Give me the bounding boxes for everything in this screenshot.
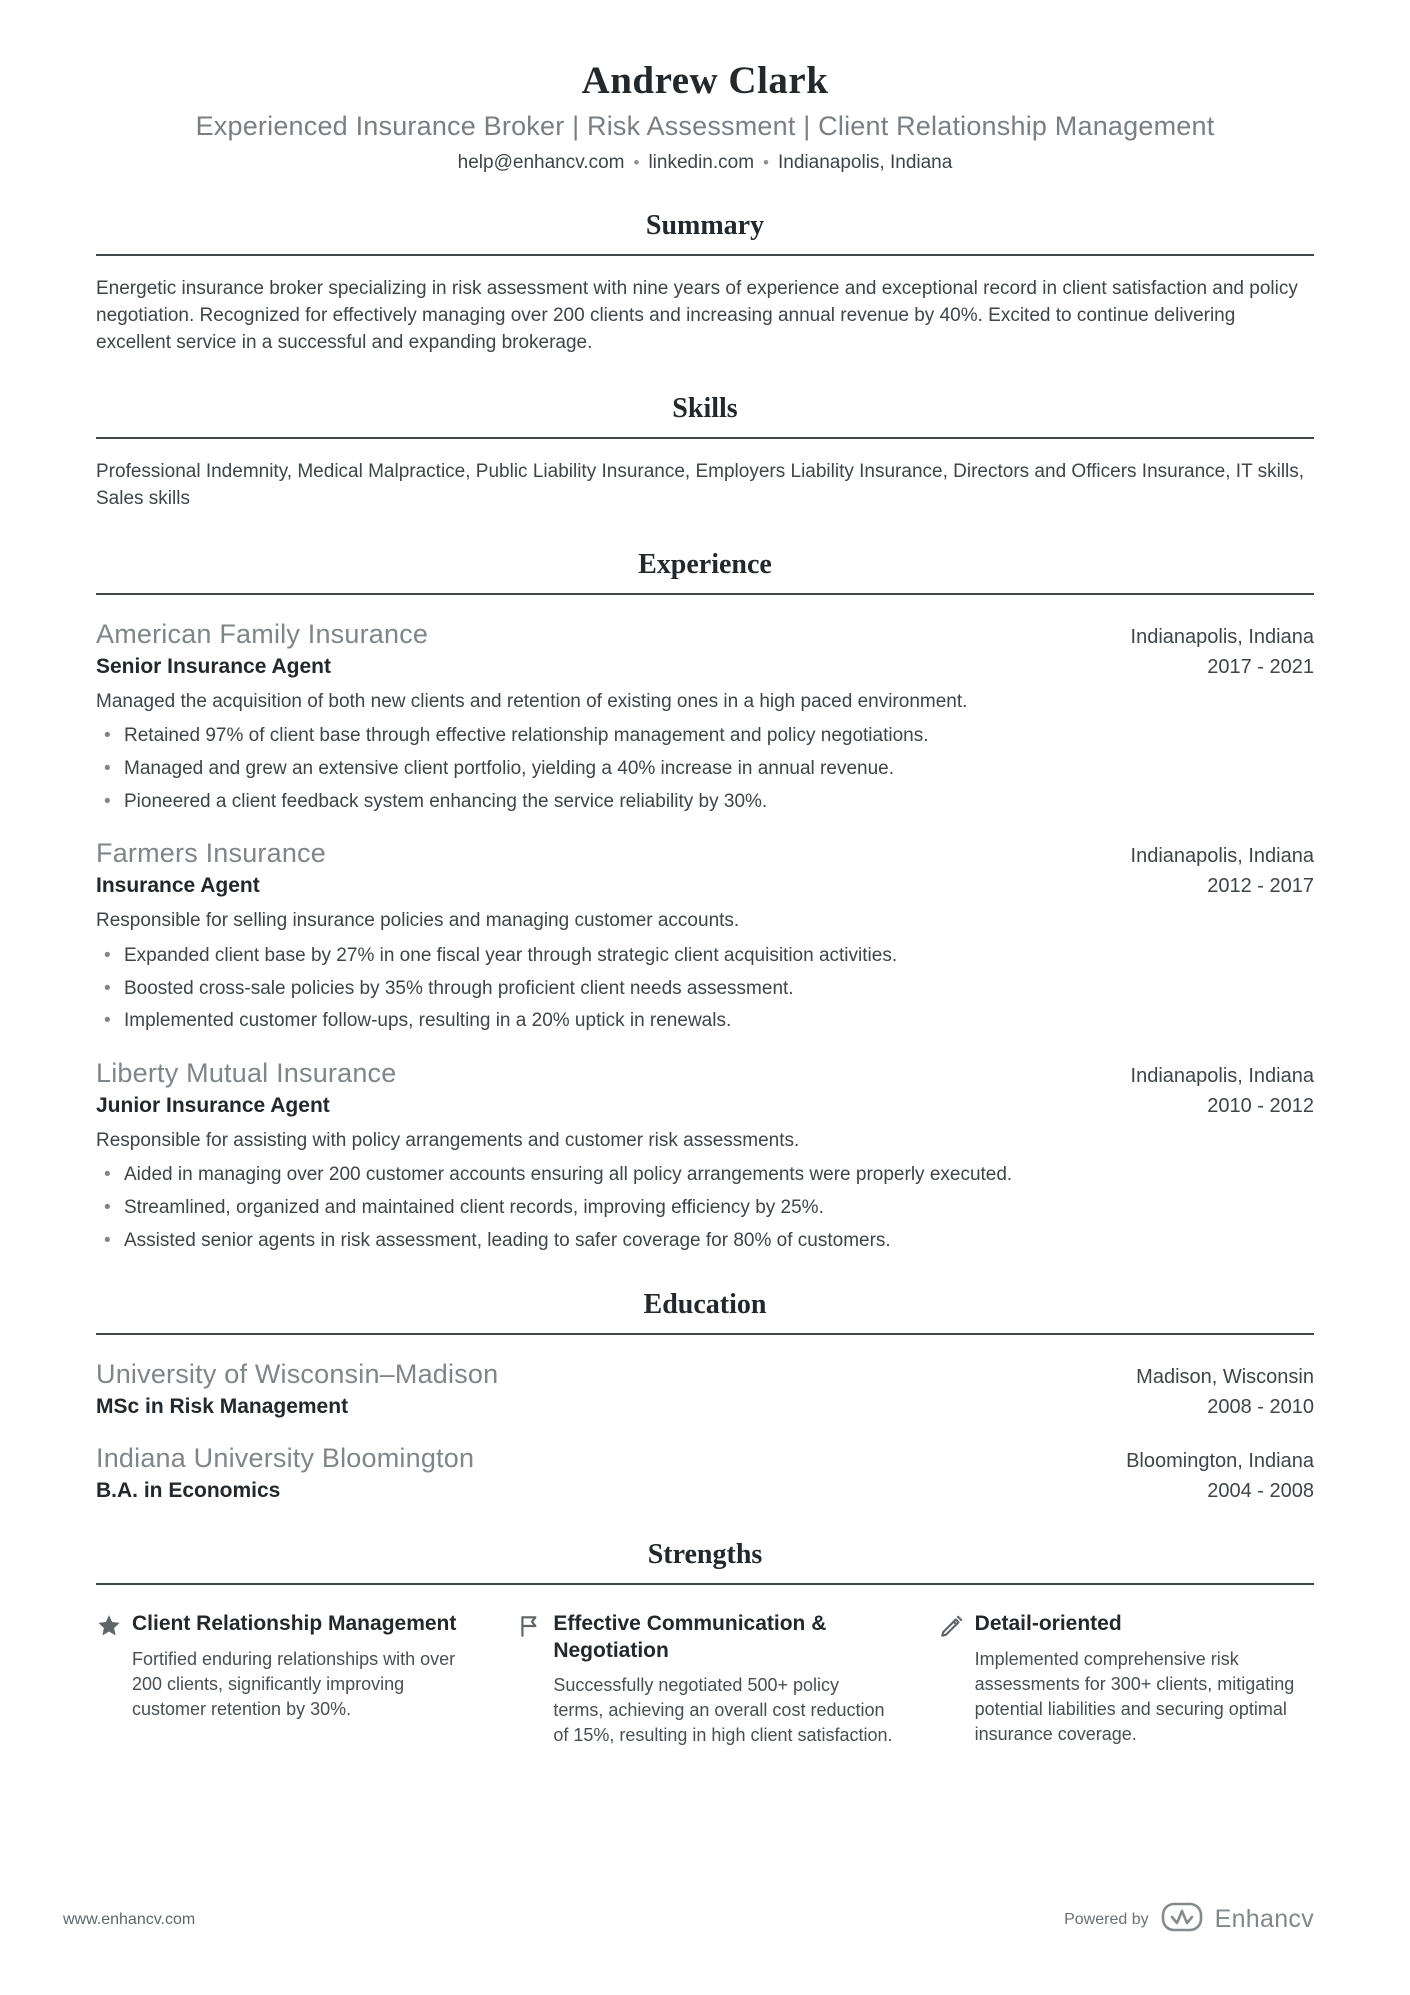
job-title: Insurance Agent xyxy=(96,874,260,898)
job-dates: 2012 - 2017 xyxy=(1207,875,1314,898)
job-bullets xyxy=(96,1162,1314,1253)
company-name: Liberty Mutual Insurance xyxy=(96,1057,397,1088)
strength-item xyxy=(517,1611,892,1748)
company-location: Indianapolis, Indiana xyxy=(1130,1064,1314,1087)
strength-body xyxy=(132,1611,471,1722)
footer-branding xyxy=(1064,1902,1314,1937)
skills-title: Skills xyxy=(672,392,738,424)
experience-entry xyxy=(96,838,1314,1034)
degree-name: B.A. in Economics xyxy=(96,1479,281,1503)
experience-section xyxy=(96,549,1314,1254)
education-entry-subheader xyxy=(96,1474,1314,1503)
job-bullet: • Streamlined, organized and maintained client records, improving efficiency by 25%. xyxy=(96,1195,1314,1221)
experience-entry-subheader xyxy=(96,650,1314,679)
candidate-tagline: Experienced Insurance Broker | Risk Assessment | Client Relationship Management xyxy=(195,111,1215,141)
job-bullets xyxy=(96,723,1314,814)
job-bullet: • Pioneered a client feedback system enhancing the service reliability by 30%. xyxy=(96,789,1314,815)
strength-title: Detail-oriented xyxy=(974,1612,1122,1636)
education-title: Education xyxy=(643,1289,767,1321)
strength-title: Effective Communication & Negotiation xyxy=(553,1612,827,1662)
experience-entry xyxy=(96,1058,1314,1254)
experience-entry-header xyxy=(96,838,1314,869)
job-description: Responsible for assisting with policy arrangements and customer risk assessments. xyxy=(96,1129,800,1151)
resume-header xyxy=(96,58,1314,174)
job-bullet: • Retained 97% of client base through effective relationship management and policy negotiations. xyxy=(96,723,1314,749)
job-bullet: • Assisted senior agents in risk assessment, leading to safer coverage for 80% of customers. xyxy=(96,1228,1314,1254)
job-bullet: • Implemented customer follow-ups, resulting in a 20% uptick in renewals. xyxy=(96,1008,1314,1034)
strength-text: Successfully negotiated 500+ policy terms, achieving an overall cost reduction of 15%, resulting in high client satisfaction. xyxy=(553,1674,893,1746)
section-divider xyxy=(96,437,1314,439)
experience-entry-header xyxy=(96,1058,1314,1089)
job-bullet: • Expanded client base by 27% in one fiscal year through strategic client acquisition activities. xyxy=(96,943,1314,969)
education-entry xyxy=(96,1443,1314,1503)
education-entry xyxy=(96,1359,1314,1419)
company-name: American Family Insurance xyxy=(96,618,429,649)
education-dates: 2004 - 2008 xyxy=(1207,1480,1314,1503)
experience-entry xyxy=(96,619,1314,815)
contact-email: help@enhancv.com xyxy=(457,152,625,173)
job-description: Managed the acquisition of both new clients and retention of existing ones in a high paced environment. xyxy=(96,690,968,712)
contact-website: linkedin.com xyxy=(648,152,755,173)
experience-entry-header xyxy=(96,619,1314,650)
summary-title: Summary xyxy=(645,210,765,241)
section-divider xyxy=(96,1333,1314,1335)
strengths-section xyxy=(96,1539,1314,1748)
job-bullet: • Managed and grew an extensive client portfolio, yielding a 40% increase in annual revenue. xyxy=(96,756,1314,782)
skills-section xyxy=(96,393,1314,513)
strength-text: Implemented comprehensive risk assessments for 300+ clients, mitigating potential liabilities and securing optimal insurance coverage. xyxy=(974,1648,1295,1745)
summary-text: Energetic insurance broker specializing in risk assessment with nine years of experience and exceptional record in client satisfaction and policy negotiation. Recognized for effectively managing over 200 clients and increasing annual revenue by 40%. Excited to continue delivering excellent service in a successful and expanding brokerage. xyxy=(96,278,1298,353)
job-dates: 2017 - 2021 xyxy=(1207,655,1314,678)
degree-name: MSc in Risk Management xyxy=(96,1395,349,1419)
education-entry-header xyxy=(96,1443,1314,1474)
school-name: University of Wisconsin–Madison xyxy=(96,1359,499,1390)
job-bullet: • Boosted cross-sale policies by 35% through proficient client needs assessment. xyxy=(96,976,1314,1002)
job-description: Responsible for selling insurance policies and managing customer accounts. xyxy=(96,910,740,932)
education-entry-subheader xyxy=(96,1390,1314,1419)
footer-website: www.enhancv.com xyxy=(63,1911,196,1928)
strength-body xyxy=(975,1611,1314,1747)
job-bullet: • Aided in managing over 200 customer accounts ensuring all policy arrangements were properly executed. xyxy=(96,1162,1314,1188)
school-location: Bloomington, Indiana xyxy=(1126,1450,1314,1473)
school-location: Madison, Wisconsin xyxy=(1136,1366,1314,1389)
job-title: Junior Insurance Agent xyxy=(96,1093,330,1117)
strengths-grid xyxy=(96,1611,1314,1748)
section-divider xyxy=(96,254,1314,256)
company-name: Farmers Insurance xyxy=(96,838,326,869)
education-section xyxy=(96,1289,1314,1503)
job-dates: 2010 - 2012 xyxy=(1207,1094,1314,1117)
job-title: Senior Insurance Agent xyxy=(96,654,331,678)
experience-title: Experience xyxy=(638,548,772,580)
strengths-title: Strengths xyxy=(647,1539,763,1571)
school-name: Indiana University Bloomington xyxy=(96,1443,475,1474)
powered-by-label: Powered by xyxy=(1064,1910,1149,1928)
strength-text: Fortified enduring relationships with over 200 clients, significantly improving customer retention by 30%. xyxy=(132,1648,456,1720)
summary-section xyxy=(96,210,1314,357)
enhancv-brand-text: Enhancv xyxy=(1214,1905,1314,1933)
star-icon xyxy=(96,1611,132,1639)
contact-line xyxy=(96,152,1314,174)
enhancv-logo-icon xyxy=(1161,1902,1203,1937)
pencil-icon xyxy=(939,1611,975,1639)
contact-location: Indianapolis, Indiana xyxy=(778,152,953,173)
skills-text: Professional Indemnity, Medical Malpractice, Public Liability Insurance, Employers Liability Insurance, Directors and Officers Insurance, IT skills, Sales skills xyxy=(96,460,1305,509)
education-dates: 2008 - 2010 xyxy=(1207,1396,1314,1419)
section-divider xyxy=(96,593,1314,595)
company-location: Indianapolis, Indiana xyxy=(1130,625,1314,648)
strength-title: Client Relationship Management xyxy=(132,1612,457,1636)
candidate-name: Andrew Clark xyxy=(581,59,829,102)
company-location: Indianapolis, Indiana xyxy=(1130,845,1314,868)
experience-entry-subheader xyxy=(96,869,1314,898)
contact-separator: • xyxy=(763,153,769,172)
job-bullets xyxy=(96,943,1314,1034)
section-divider xyxy=(96,1583,1314,1585)
strength-item xyxy=(96,1611,471,1748)
strength-item xyxy=(939,1611,1314,1748)
education-entry-header xyxy=(96,1359,1314,1390)
contact-separator: • xyxy=(633,153,640,172)
strength-body xyxy=(553,1611,892,1748)
experience-entry-subheader xyxy=(96,1089,1314,1118)
flag-icon xyxy=(517,1611,553,1639)
